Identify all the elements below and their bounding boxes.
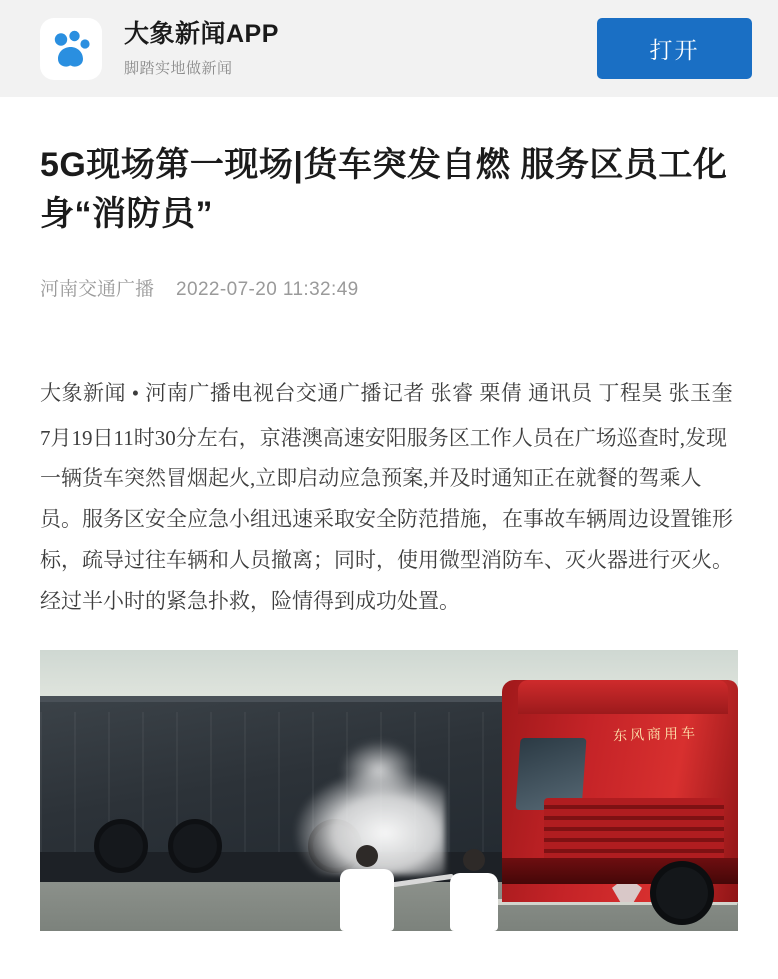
article-photo (40, 650, 738, 931)
photo-cab-roof (518, 680, 728, 714)
open-app-button[interactable]: 打开 (597, 18, 752, 79)
paw-app-icon (40, 18, 102, 80)
article-container (0, 141, 778, 931)
photo-person-head (356, 845, 378, 867)
photo-staff-person (340, 845, 394, 931)
article-paragraph: 7月19日11时30分左右，京港澳高速安阳服务区工作人员在广场巡查时,发现一辆货车突然冒烟起火,立即启动应急预案,并及时通知正在就餐的驾乘人员。服务区安全应急小组迅速采取安全防范措施，在事故车辆周边设置锥形标，疏导过往车辆和人员撤离；同时，使用微型消防车、灭火器进行灭火。经过半小时的紧急扑救，险情得到成功处置。 (40, 425, 733, 614)
app-promo-banner (0, 0, 778, 97)
photo-scene (40, 650, 738, 931)
app-slogan: 脚踏实地做新闻 (124, 60, 233, 78)
photo-staff-person (450, 849, 498, 931)
photo-trailer-wheel (94, 819, 148, 873)
photo-cab-wheel (650, 861, 714, 925)
article-credits: 大象新闻 • 河南广播电视台交通广播记者 张睿 栗倩 通讯员 丁程昊 张玉奎 (40, 380, 734, 405)
page-title: 5G现场第一现场|货车突发自燃 服务区员工化身“消防员” (40, 146, 728, 234)
article-timestamp: 2022-07-20 11:32:49 (176, 278, 359, 300)
article-body (40, 373, 738, 623)
photo-truck-brand-text: 东风商用车 (612, 724, 699, 744)
photo-person-body (450, 873, 498, 931)
app-meta (124, 19, 597, 78)
photo-trailer-wheel (168, 819, 222, 873)
app-name: 大象新闻APP (124, 19, 279, 48)
byline (40, 274, 738, 301)
photo-person-head (463, 849, 485, 871)
photo-person-body (340, 869, 394, 931)
article-source: 河南交通广播 (40, 278, 155, 300)
